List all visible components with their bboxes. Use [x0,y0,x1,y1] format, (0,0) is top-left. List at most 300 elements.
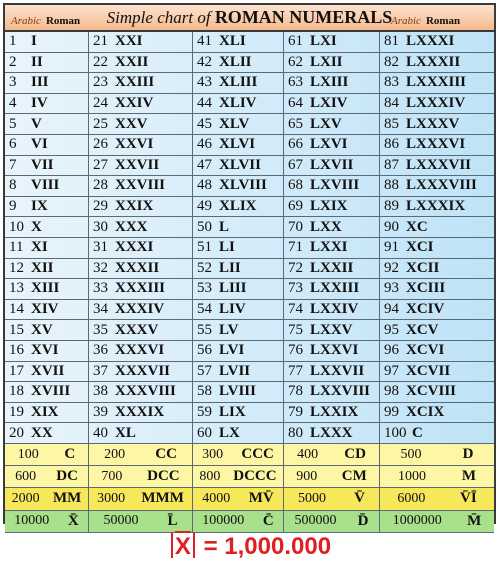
numeral-cell [284,382,380,402]
roman-value: XVII [31,362,65,379]
large-numeral-cell [380,511,494,532]
arabic-value: 600 [15,468,37,484]
roman-value: XXV [115,115,148,132]
numeral-cell [5,238,89,258]
numeral-row [5,217,494,238]
roman-value: XLVII [219,156,261,173]
numeral-row [5,320,494,341]
numeral-cell [5,403,89,423]
numeral-cell [380,32,494,52]
arabic-value: 75 [288,321,303,338]
arabic-value: 99 [384,404,399,421]
roman-value: XXVIII [115,177,166,194]
numeral-row [5,382,494,403]
arabic-value: 58 [197,383,212,400]
numeral-cell [5,382,89,402]
arabic-value: 80 [288,424,303,441]
abs-bar-right [193,532,195,558]
roman-value: LXVI [310,136,348,153]
roman-value: XXXVII [115,362,171,379]
roman-value: XXXII [115,259,160,276]
roman-value: C [64,446,76,463]
numeral-cell [89,53,193,73]
arabic-value: 39 [93,404,108,421]
roman-value: XVI [31,342,59,359]
arabic-value: 56 [197,342,212,359]
numeral-cell [5,259,89,279]
roman-value: XXVII [115,156,160,173]
arabic-value: 97 [384,362,399,379]
large-numeral-cell [89,444,193,465]
arabic-value: 23 [93,74,108,91]
arabic-value: 50 [197,218,212,235]
title-prefix: Simple chart of [106,8,211,27]
header-labels-left: Arabic Roman [11,15,81,27]
numeral-row [5,300,494,321]
roman-value: CM [341,468,367,485]
roman-value: XLVIII [219,177,267,194]
numeral-cell [284,53,380,73]
numeral-cell [5,73,89,93]
roman-value: XIX [31,404,59,421]
arabic-value: 700 [101,468,123,484]
numeral-cell [284,156,380,176]
numeral-cell [284,423,380,443]
numeral-cell [193,53,284,73]
numeral-cell [5,53,89,73]
roman-value: LXXXVI [406,136,466,153]
chart-header [5,5,494,32]
numeral-cell [193,156,284,176]
arabic-value: 41 [197,33,212,50]
numeral-cell [89,300,193,320]
roman-value: XXI [115,33,143,50]
large-numeral-cell [89,466,193,487]
arabic-value: 34 [93,301,108,318]
arabic-value: 98 [384,383,399,400]
large-numeral-cell [5,444,89,465]
roman-value: XXXIX [115,404,165,421]
arabic-value: 3000 [97,490,126,506]
numeral-cell [193,114,284,134]
numeral-cell [5,341,89,361]
arabic-value: 20 [9,424,24,441]
roman-value: LVII [219,362,251,379]
numeral-cell [5,300,89,320]
numeral-cell [193,94,284,114]
roman-value: DCCC [233,468,277,485]
numeral-cell [380,197,494,217]
roman-value: XCV [406,321,439,338]
numeral-cell [193,259,284,279]
large-numeral-cell [284,511,380,532]
roman-value: L̄ [167,512,178,529]
numeral-cell [284,176,380,196]
roman-value: LIX [219,404,246,421]
roman-value: LI [219,239,235,256]
arabic-value: 37 [93,362,108,379]
numeral-cell [284,259,380,279]
numeral-cell [193,217,284,237]
arabic-value: 30 [93,218,108,235]
arabic-value: 92 [384,259,399,276]
numeral-cell [284,320,380,340]
large-numeral-cell [284,488,380,509]
roman-value: LXXXI [406,33,455,50]
arabic-value: 200 [104,446,126,462]
large-numeral-row [5,444,494,466]
arabic-value: 43 [197,74,212,91]
roman-value: LX [219,424,240,441]
numeral-cell [380,362,494,382]
roman-value: XXXVIII [115,383,176,400]
arabic-value: 48 [197,177,212,194]
numeral-row [5,156,494,177]
arabic-value: 38 [93,383,108,400]
roman-numerals-chart [3,3,496,529]
roman-value: LXXV [310,321,353,338]
numeral-cell [89,259,193,279]
roman-value: LV [219,321,239,338]
roman-value: LVIII [219,383,256,400]
arabic-value: 52 [197,259,212,276]
roman-value: XX [31,424,53,441]
numeral-cell [284,32,380,52]
large-numeral-row [5,488,494,510]
roman-value: C̄ [262,512,274,529]
arabic-value: 26 [93,136,108,153]
numeral-cell [380,156,494,176]
arabic-value: 100 [384,424,407,441]
large-numeral-cell [5,466,89,487]
numeral-row [5,53,494,74]
roman-value: MV̄ [248,490,274,507]
numeral-cell [380,73,494,93]
arabic-value: 82 [384,53,399,70]
roman-value: LVI [219,342,245,359]
numeral-cell [5,32,89,52]
numeral-cell [89,135,193,155]
arabic-value: 65 [288,115,303,132]
arabic-value: 22 [93,53,108,70]
arabic-value: 53 [197,280,212,297]
numeral-row [5,114,494,135]
numeral-cell [193,382,284,402]
roman-value: XLV [219,115,250,132]
numeral-cell [284,114,380,134]
roman-value: XCVIII [406,383,457,400]
roman-value: LXXXII [406,53,461,70]
roman-value: LXXXVII [406,156,472,173]
arabic-value: 54 [197,301,212,318]
roman-value: LXXVIII [310,383,371,400]
roman-value: DC [56,468,78,485]
numeral-row [5,341,494,362]
numeral-cell [193,403,284,423]
arabic-value: 1000000 [392,513,442,529]
numeral-row [5,197,494,218]
arabic-value: 400 [297,446,319,462]
numeral-cell [193,423,284,443]
arabic-value: 57 [197,362,212,379]
arabic-value: 87 [384,156,399,173]
large-numeral-row [5,466,494,488]
arabic-value: 31 [93,239,108,256]
arabic-value: 16 [9,342,24,359]
numeral-cell [284,238,380,258]
numeral-cell [5,176,89,196]
roman-value: VI [31,136,48,153]
arabic-value: 12 [9,259,24,276]
numeral-cell [193,279,284,299]
numeral-cell [380,341,494,361]
roman-value: XXXIV [115,301,165,318]
roman-value: LXVII [310,156,354,173]
arabic-value: 900 [296,468,318,484]
roman-value: XXXI [115,239,154,256]
arabic-value: 14 [9,301,24,318]
numeral-cell [380,135,494,155]
arabic-value: 35 [93,321,108,338]
roman-value: C [412,424,423,441]
arabic-value: 88 [384,177,399,194]
large-numeral-cell [284,466,380,487]
large-numeral-cell [193,466,284,487]
arabic-value: 96 [384,342,399,359]
numeral-row [5,279,494,300]
roman-value: XXXVI [115,342,165,359]
arabic-value: 100 [17,446,39,462]
arabic-value: 21 [93,33,108,50]
formula-symbol: $\overline{X}$ [174,533,191,560]
roman-value: LXIX [310,198,348,215]
arabic-value: 77 [288,362,303,379]
arabic-value: 72 [288,259,303,276]
arabic-value: 6000 [397,490,426,506]
roman-value: LXVIII [310,177,360,194]
roman-value: XLIX [219,198,257,215]
roman-value: LXXIX [310,404,359,421]
arabic-value: 13 [9,280,24,297]
arabic-value: 27 [93,156,108,173]
arabic-value: 91 [384,239,399,256]
numeral-row [5,94,494,115]
roman-value: XXIX [115,198,154,215]
roman-value: L [219,218,230,235]
arabic-value: 89 [384,198,399,215]
numeral-cell [89,114,193,134]
large-numeral-cell [193,511,284,532]
arabic-value: 10 [9,218,24,235]
numeral-cell [193,362,284,382]
arabic-value: 50000 [103,513,139,529]
roman-value: XLII [219,53,252,70]
arabic-value: 71 [288,239,303,256]
numeral-cell [193,238,284,258]
numeral-cell [89,341,193,361]
overline-formula [0,532,500,561]
large-numeral-cell [89,488,193,509]
numeral-cell [5,94,89,114]
numeral-cell [380,53,494,73]
arabic-value: 29 [93,198,108,215]
roman-value: CD [344,446,366,463]
roman-value: LXII [310,53,343,70]
arabic-value: 18 [9,383,24,400]
numeral-cell [284,135,380,155]
numeral-cell [380,382,494,402]
numeral-cell [89,94,193,114]
roman-value: LXXXIX [406,198,466,215]
arabic-value: 60 [197,424,212,441]
arabic-value: 78 [288,383,303,400]
roman-value: XII [31,259,54,276]
arabic-value: 4000 [202,490,231,506]
roman-value: CCC [241,446,274,463]
arabic-value: 74 [288,301,303,318]
roman-value: XXXV [115,321,159,338]
roman-value: LXIV [310,95,348,112]
arabic-value: 6 [9,136,17,153]
roman-value: V [31,115,42,132]
numeral-cell [89,279,193,299]
roman-value: IV [31,95,48,112]
roman-value: XCVI [406,342,445,359]
arabic-value: 45 [197,115,212,132]
numeral-cell [193,320,284,340]
arabic-value: 73 [288,280,303,297]
roman-value: LII [219,259,241,276]
roman-value: LXXVI [310,342,359,359]
roman-value: LXXVII [310,362,365,379]
arabic-value: 1000 [397,468,426,484]
numeral-cell [5,279,89,299]
roman-value: M [461,468,477,485]
arabic-value: 81 [384,33,399,50]
roman-value: VIII [31,177,60,194]
arabic-value: 25 [93,115,108,132]
arabic-value: 85 [384,115,399,132]
roman-value: XXIV [115,95,154,112]
arabic-value: 63 [288,74,303,91]
numeral-cell [380,114,494,134]
numeral-cell [89,320,193,340]
numeral-cell [5,114,89,134]
numeral-cell [380,279,494,299]
roman-value: XXII [115,53,149,70]
arabic-value: 95 [384,321,399,338]
large-numeral-cell [5,488,89,509]
roman-value: LXXII [310,259,354,276]
roman-value: XCVII [406,362,451,379]
arabic-value: 2 [9,53,17,70]
numeral-cell [193,341,284,361]
arabic-value: 4 [9,95,17,112]
numeral-row [5,238,494,259]
roman-value: XCIX [406,404,445,421]
roman-value: LIII [219,280,247,297]
numeral-cell [284,341,380,361]
numeral-cell [380,176,494,196]
arabic-value: 76 [288,342,303,359]
roman-value: D̄ [357,512,369,529]
arabic-value: 86 [384,136,399,153]
numeral-cell [89,403,193,423]
arabic-value: 69 [288,198,303,215]
arabic-value: 28 [93,177,108,194]
numeral-cell [380,423,494,443]
numeral-cell [380,94,494,114]
arabic-value: 44 [197,95,212,112]
numeral-cell [380,403,494,423]
numeral-cell [193,197,284,217]
numeral-cell [89,73,193,93]
arabic-value: 59 [197,404,212,421]
roman-value: V̄Ī [459,490,477,507]
roman-value: II [31,53,43,70]
numeral-cell [89,176,193,196]
arabic-value: 32 [93,259,108,276]
roman-value: XV [31,321,53,338]
roman-value: V̄ [354,490,365,507]
numeral-cell [89,362,193,382]
large-numeral-cell [380,488,494,509]
arabic-value: 67 [288,156,303,173]
arabic-value: 24 [93,95,108,112]
abs-bar-left [171,532,173,558]
roman-value: XL [115,424,136,441]
arabic-value: 15 [9,321,24,338]
arabic-value: 68 [288,177,303,194]
roman-value: LXXI [310,239,348,256]
arabic-value: 46 [197,136,212,153]
roman-value: XCI [406,239,434,256]
roman-value: XXX [115,218,148,235]
roman-value: MM [52,490,82,507]
roman-value: XXVI [115,136,154,153]
numeral-cell [284,217,380,237]
numeral-cell [89,197,193,217]
arabic-value: 300 [202,446,224,462]
arabic-value: 70 [288,218,303,235]
roman-value: XLI [219,33,246,50]
roman-value: LXXX [310,424,353,441]
roman-value: I [31,33,37,50]
arabic-value: 49 [197,198,212,215]
roman-value: DCC [147,468,180,485]
numeral-cell [193,176,284,196]
numeral-cell [89,217,193,237]
roman-value: M̄ [467,512,482,529]
numeral-cell [193,300,284,320]
roman-value: XI [31,239,48,256]
roman-value: X̄ [67,512,79,529]
arabic-value: 5000 [298,490,327,506]
large-numeral-cell [193,444,284,465]
numeral-row [5,259,494,280]
roman-value: CC [155,446,177,463]
roman-value: LIV [219,301,246,318]
roman-value: XIV [31,301,59,318]
numeral-cell [89,156,193,176]
arabic-value: 62 [288,53,303,70]
numeral-cell [5,423,89,443]
large-numeral-cell [193,488,284,509]
large-numeral-row [5,511,494,533]
numeral-row [5,135,494,156]
arabic-value: 64 [288,95,303,112]
arabic-value: 2000 [11,490,40,506]
